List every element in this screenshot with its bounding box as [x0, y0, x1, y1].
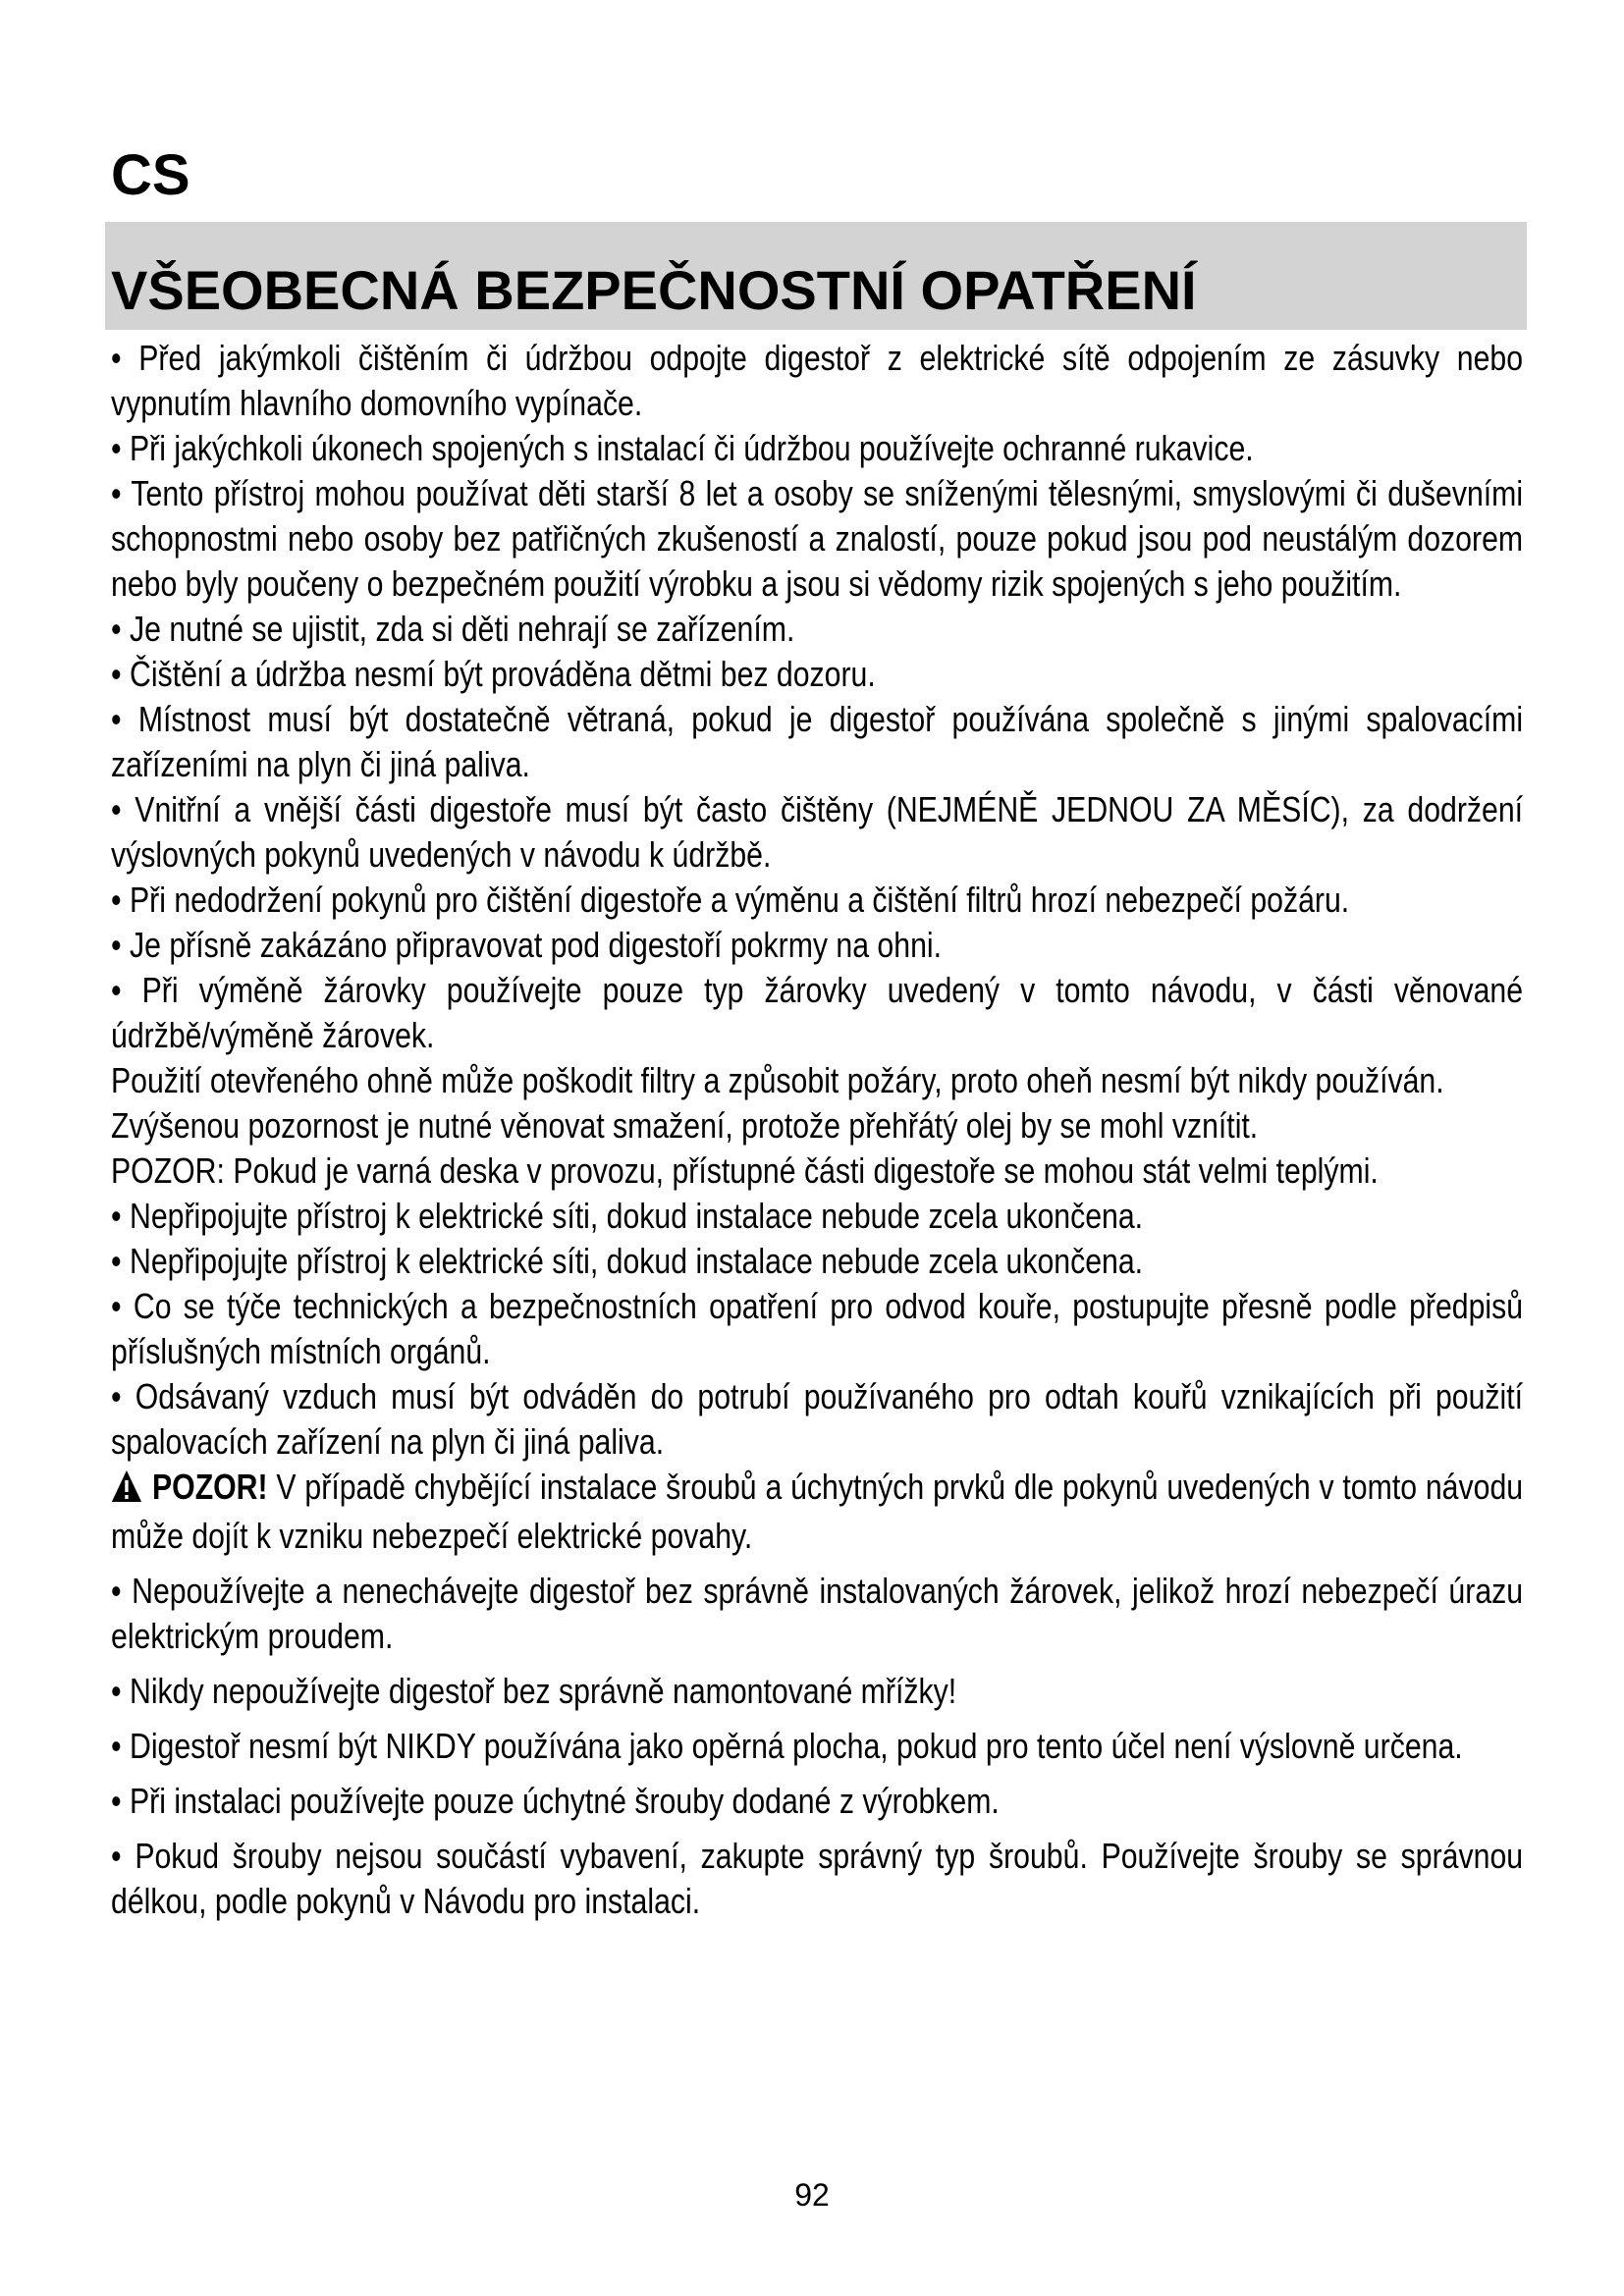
list-item: • Při nedodržení pokynů pro čištění digestoře a výměnu a čištění filtrů hrozí nebezpečí požáru. [111, 880, 1350, 920]
language-code: CS [111, 143, 190, 207]
list-item: • Nepoužívejte a nenechávejte digestoř bez správně instalovaných žárovek, jelikož hrozí nebezpečí úrazu elektrickým proudem. [111, 1571, 1524, 1656]
warning-triangle-icon [111, 1468, 142, 1514]
list-item: • Odsávaný vzduch musí být odváděn do potrubí používaného pro odtah kouřů vznikajících při použití spalovacích zařízení na plyn či jiná paliva. [111, 1376, 1524, 1462]
list-item: • Je nutné se ujistit, zda si děti nehrají se zařízením. [111, 609, 795, 649]
list-item: • Při výměně žárovky používejte pouze typ žárovky uvedený v tomto návodu, v části věnované údržbě/výměně žárovek. [111, 970, 1524, 1055]
warning-paragraph [111, 1465, 1523, 1559]
list-item: • Digestoř nesmí být NIKDY používána jako opěrná plocha, pokud pro tento účel není výslovně určena. [111, 1726, 1463, 1766]
list-item: • Pokud šrouby nejsou součástí vybavení, zakupte správný typ šroubů. Používejte šrouby se správnou délkou, podle pokynů v Návodu pro instalaci. [111, 1836, 1524, 1921]
warning-label: POZOR! [152, 1467, 268, 1507]
list-item: • Nikdy nepoužívejte digestoř bez správně namontované mřížky! [111, 1671, 957, 1711]
page-number: 92 [794, 2177, 830, 2213]
paragraph: Použití otevřeného ohně může poškodit filtry a způsobit požáry, proto oheň nesmí být nikdy používán. [111, 1060, 1444, 1100]
warning-text: V případě chybějící instalace šroubů a úchytných prvků dle pokynů uvedených v tomto návodu může dojít k vzniku nebezpečí elektrické povahy. [111, 1467, 1524, 1556]
list-item: • Nepřipojujte přístroj k elektrické síti, dokud instalace nebude zcela ukončena. [111, 1196, 1144, 1236]
list-item: • Při jakýchkoli úkonech spojených s instalací či údržbou používejte ochranné rukavice. [111, 428, 1254, 468]
section-title: VŠEOBECNÁ BEZPEČNOSTNÍ OPATŘENÍ [111, 259, 1197, 321]
safety-text [111, 336, 1523, 1924]
paragraph: Zvýšenou pozornost je nutné věnovat smažení, protože přehřátý olej by se mohl vznítit. [111, 1105, 1259, 1146]
list-item: • Před jakýmkoli čištěním či údržbou odpojte digestoř z elektrické sítě odpojením ze zásuvky nebo vypnutím hlavního domovního vypínače. [111, 338, 1524, 423]
list-item: • Místnost musí být dostatečně větraná, pokud je digestoř používána společně s jinými spalovacími zařízeními na plyn či jiná paliva. [111, 699, 1524, 784]
list-item: • Co se týče technických a bezpečnostních opatření pro odvod kouře, postupujte přesně podle předpisů příslušných místních orgánů. [111, 1286, 1524, 1371]
list-item: • Vnitřní a vnější části digestoře musí být často čištěny (NEJMÉNĚ JEDNOU ZA MĚSÍC), za dodržení výslovných pokynů uvedených v návodu k údržbě. [111, 789, 1524, 875]
paragraph: POZOR: Pokud je varná deska v provozu, přístupné části digestoře se mohou stát velmi teplými. [111, 1150, 1379, 1191]
list-item: • Čištění a údržba nesmí být prováděna dětmi bez dozoru. [111, 654, 876, 694]
list-item: • Tento přístroj mohou používat děti starší 8 let a osoby se sníženými tělesnými, smyslovými či duševními schopnostmi nebo osoby bez patřičných zkušeností a znalostí, pouze pokud jsou pod neustálým dozorem nebo byly poučeny o bezpečném použití výrobku a jsou si vědomy rizik spojených s jeho použitím. [111, 473, 1524, 604]
list-item: • Je přísně zakázáno připravovat pod digestoří pokrmy na ohni. [111, 925, 943, 965]
list-item: • Nepřipojujte přístroj k elektrické síti, dokud instalace nebude zcela ukončena. [111, 1241, 1144, 1281]
list-item: • Při instalaci používejte pouze úchytné šrouby dodané z výrobkem. [111, 1781, 1000, 1821]
